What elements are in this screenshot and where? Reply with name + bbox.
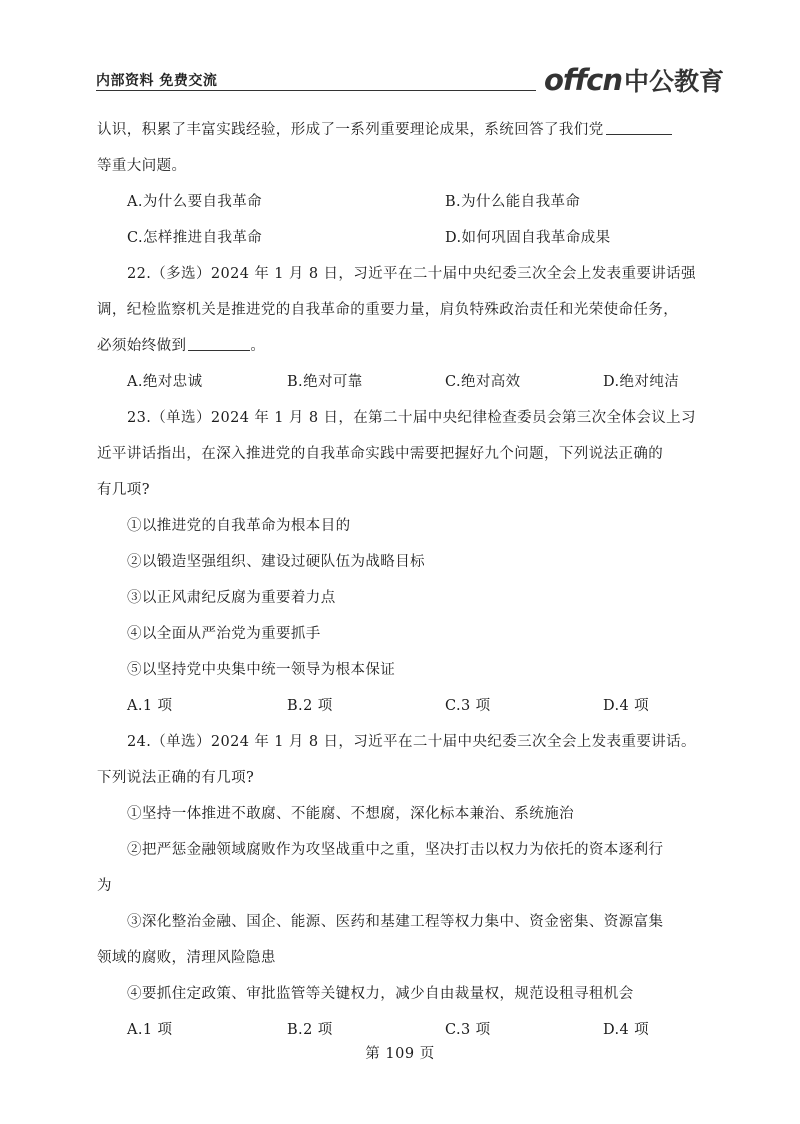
- q23-option-a: A.1 项: [127, 698, 173, 714]
- header-rule: [96, 90, 536, 91]
- q21-stem-line2: 等重大问题。: [97, 158, 187, 174]
- q22-option-c: C.绝对高效: [445, 374, 521, 390]
- q22-option-b: B.绝对可靠: [287, 374, 363, 390]
- q24-item-3-line2: 领域的腐败，清理风险隐患: [97, 950, 276, 966]
- q23-stem-line2: 近平讲话指出，在深入推进党的自我革命实践中需要把握好九个问题，下列说法正确的: [97, 446, 664, 462]
- q21-options-row1: [97, 184, 707, 220]
- q23-item-5: ⑤以坚持党中央集中统一领导为根本保证: [127, 662, 396, 678]
- q23-item-1: ①以推进党的自我革命为根本目的: [127, 518, 351, 534]
- q24-option-a: A.1 项: [127, 1022, 173, 1038]
- q24-option-c: C.3 项: [445, 1022, 491, 1038]
- q24-item-2-line2: 为: [97, 878, 112, 894]
- q24-stem-line2: 下列说法正确的有几项?: [97, 770, 255, 786]
- header-label: 内部资料 免费交流: [96, 73, 218, 89]
- answer-blank: [188, 336, 250, 351]
- page-header: [96, 60, 725, 97]
- q22-stem-line1: 22.（多选）2024 年 1 月 8 日，习近平在二十届中央纪委三次全会上发表重要讲话强: [127, 266, 696, 282]
- q21-option-c: C.怎样推进自我革命: [127, 230, 263, 246]
- q24-option-d: D.4 项: [603, 1022, 650, 1038]
- page-number: 第 109 页: [365, 1046, 435, 1062]
- q24-item-2-line1: ②把严惩金融领域腐败作为攻坚战重中之重，坚决打击以权力为依托的资本逐利行: [127, 842, 664, 858]
- logo-text-cn: 中公教育: [624, 67, 725, 96]
- q23-item-3: ③以正风肃纪反腐为重要着力点: [127, 590, 336, 606]
- q23-stem-line1: 23.（单选）2024 年 1 月 8 日，在第二十届中央纪律检查委员会第三次全体会议上习: [127, 410, 696, 426]
- q22-stem-line2: 调，纪检监察机关是推进党的自我革命的重要力量，肩负特殊政治责任和光荣使命任务，: [97, 302, 679, 318]
- q23-item-2: ②以锻造坚强组织、建设过硬队伍为战略目标: [127, 554, 425, 570]
- q21-options-row2: [97, 220, 707, 256]
- q24-item-4: ④要抓住定政策、审批监管等关键权力，减少自由裁量权，规范设租寻租机会: [127, 986, 634, 1002]
- q22-option-a: A.绝对忠诚: [127, 374, 203, 390]
- q24-item-1: ①坚持一体推进不敢腐、不能腐、不想腐，深化标本兼治、系统施治: [127, 806, 574, 822]
- q21-stem-line1: 认识，积累了丰富实践经验，形成了一系列重要理论成果，系统回答了我们党: [97, 112, 707, 148]
- q23-option-c: C.3 项: [445, 698, 491, 714]
- q23-option-d: D.4 项: [603, 698, 650, 714]
- q24-option-b: B.2 项: [287, 1022, 333, 1038]
- q22-stem-line3: 必须始终做到 。: [97, 338, 266, 354]
- page-content: [97, 112, 707, 1048]
- q23-options: [97, 688, 707, 724]
- q24-item-3-line1: ③深化整治金融、国企、能源、医药和基建工程等权力集中、资金密集、资源富集: [127, 914, 664, 930]
- q21-option-a: A.为什么要自我革命: [127, 194, 263, 210]
- q22-option-d: D.绝对纯洁: [603, 374, 680, 390]
- q21-option-b: B.为什么能自我革命: [445, 194, 581, 210]
- q24-stem-line1: 24.（单选）2024 年 1 月 8 日，习近平在二十届中央纪委三次全会上发表重要讲话。: [127, 734, 696, 750]
- q22-options: [97, 364, 707, 400]
- q21-option-d: D.如何巩固自我革命成果: [445, 230, 611, 246]
- answer-blank: [606, 120, 672, 135]
- logo-text-en: offcn: [544, 63, 622, 97]
- q23-stem-line3: 有几项?: [97, 482, 150, 498]
- q23-option-b: B.2 项: [287, 698, 333, 714]
- offcn-logo: [544, 62, 724, 98]
- q23-item-4: ④以全面从严治党为重要抓手: [127, 626, 321, 642]
